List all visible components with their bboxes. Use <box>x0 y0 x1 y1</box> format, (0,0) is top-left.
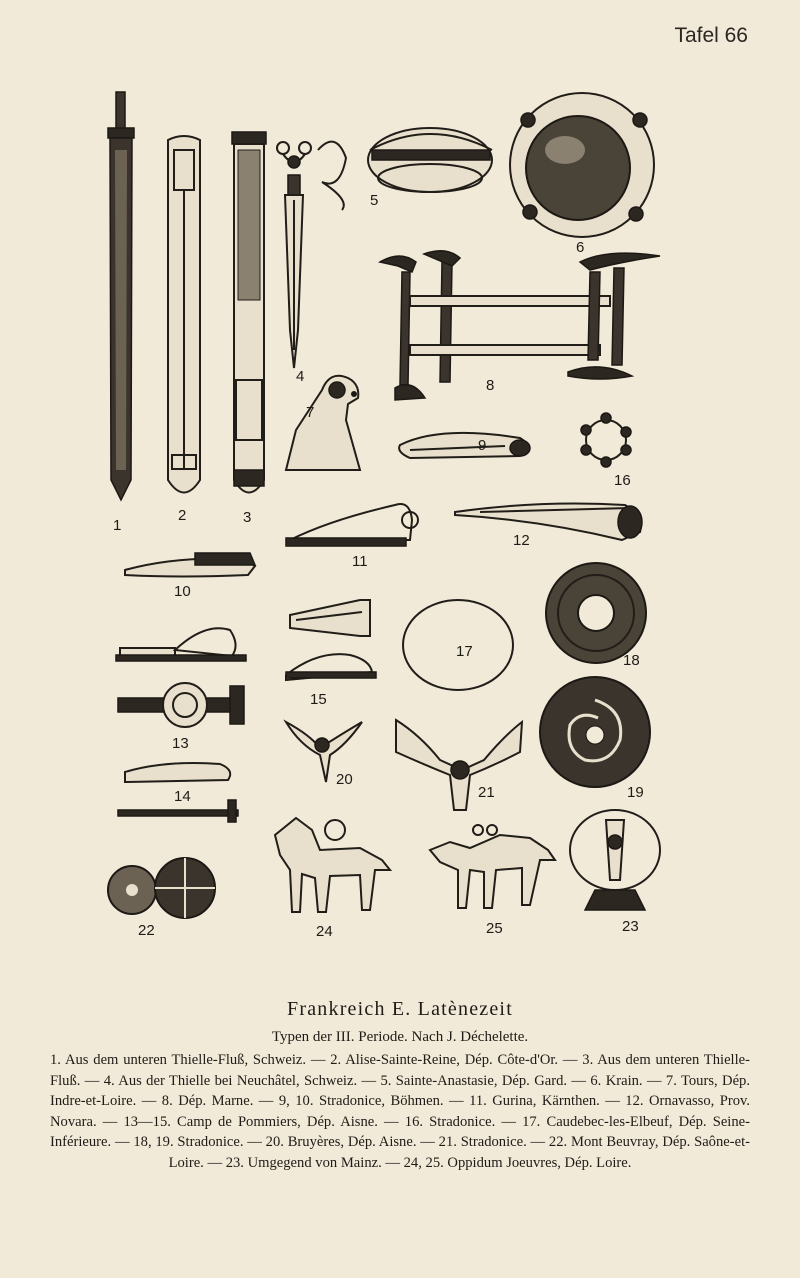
figure-label-19: 19 <box>627 784 644 801</box>
plate-number: Tafel 66 <box>674 24 748 47</box>
figure-label-21: 21 <box>478 784 495 801</box>
figure-label-8: 8 <box>486 377 495 394</box>
artifact-21-yoke-ornament <box>396 720 522 810</box>
artifact-6-shield-boss <box>510 93 654 237</box>
artifact-15-fibula <box>286 600 376 680</box>
figure-label-9: 9 <box>478 437 487 454</box>
artifact-12-fibula <box>455 504 642 540</box>
figure-label-16: 16 <box>614 472 631 489</box>
figure-label-18: 18 <box>623 652 640 669</box>
artifact-5b-coil <box>318 142 346 210</box>
artifact-4-dagger <box>277 142 311 368</box>
artifact-11-fibula <box>286 504 418 546</box>
figure-label-15: 15 <box>310 691 327 708</box>
artifact-13-fibula <box>116 628 246 727</box>
figure-label-1: 1 <box>113 517 122 534</box>
artifact-23-ring-pendant <box>570 810 660 910</box>
figure-label-10: 10 <box>174 583 191 600</box>
figure-label-22: 22 <box>138 922 155 939</box>
figure-label-5: 5 <box>370 192 379 209</box>
figure-label-14: 14 <box>174 788 191 805</box>
figure-label-4: 4 <box>296 368 305 385</box>
figure-label-13: 13 <box>172 735 189 752</box>
figure-label-3: 3 <box>243 509 252 526</box>
figure-label-12: 12 <box>513 532 530 549</box>
caption-block <box>50 998 750 1173</box>
artifact-19-spiral-disc <box>540 677 650 787</box>
artifact-3-scabbard <box>232 132 266 493</box>
artifact-1-sword <box>108 92 134 500</box>
figure-label-11: 11 <box>352 553 368 570</box>
figure-label-6: 6 <box>576 239 585 256</box>
artifact-7-animal-head <box>286 376 360 470</box>
figure-label-24: 24 <box>316 923 333 940</box>
artifact-2-scabbard <box>168 136 200 493</box>
figure-label-23: 23 <box>622 918 639 935</box>
figure-label-20: 20 <box>336 771 353 788</box>
artifact-25-animal-figurine <box>430 825 555 908</box>
figure-label-2: 2 <box>178 507 187 524</box>
caption-text: 1. Aus dem unteren Thielle-Fluß, Schweiz. — 2. Alise-Sainte-Reine, Dép. Côte-d'Or. — 3. Aus dem unteren Thielle-Fluß. — 4. Aus der Thielle bei Neuchâtel, Schweiz. — 5. Sainte-Anastasie, Dép. Gard. — 6. Krain. — 7. Tours, Dép. Indre-et-Loire. — 8. Dép. Marne. — 9, 10. Stradonice, Böhmen. — 11. Gurina, Kärnthen. — 12. Ornavasso, Prov. Novara. — 13—15. Camp de Pommiers, Dép. Aisne. — 16. Stradonice. — 17. Caudebec-les-Elbeuf, Dép. Seine-Inférieure. — 18, 19. Stradonice. — 20. Bruyères, Dép. Aisne. — 21. Stradonice. — 22. Mont Beuvray, Dép. Saône-et-Loire. — 23. Umgegend von Mainz. — 24, 25. Oppidum Joeuvres, Dép. Loire. <box>50 1052 750 1171</box>
artifact-22-discs <box>108 858 215 918</box>
artifact-8-firedog <box>380 251 660 400</box>
artifact-24-horse-figurine <box>275 818 390 912</box>
artifact-16-knobbed-ring <box>581 413 631 467</box>
figure-label-17: 17 <box>456 643 473 660</box>
figure-label-25: 25 <box>486 920 503 937</box>
caption-title: Frankreich E. Latènezeit <box>287 998 513 1020</box>
artifact-9-fibula <box>399 433 530 458</box>
artifact-10-fibula <box>125 553 255 577</box>
artifact-5-fibula <box>368 128 492 192</box>
caption-subtitle: Typen der III. Periode. Nach J. Déchelette. <box>271 1029 529 1045</box>
artifact-18-disc <box>546 563 646 663</box>
figure-label-7: 7 <box>306 404 315 421</box>
